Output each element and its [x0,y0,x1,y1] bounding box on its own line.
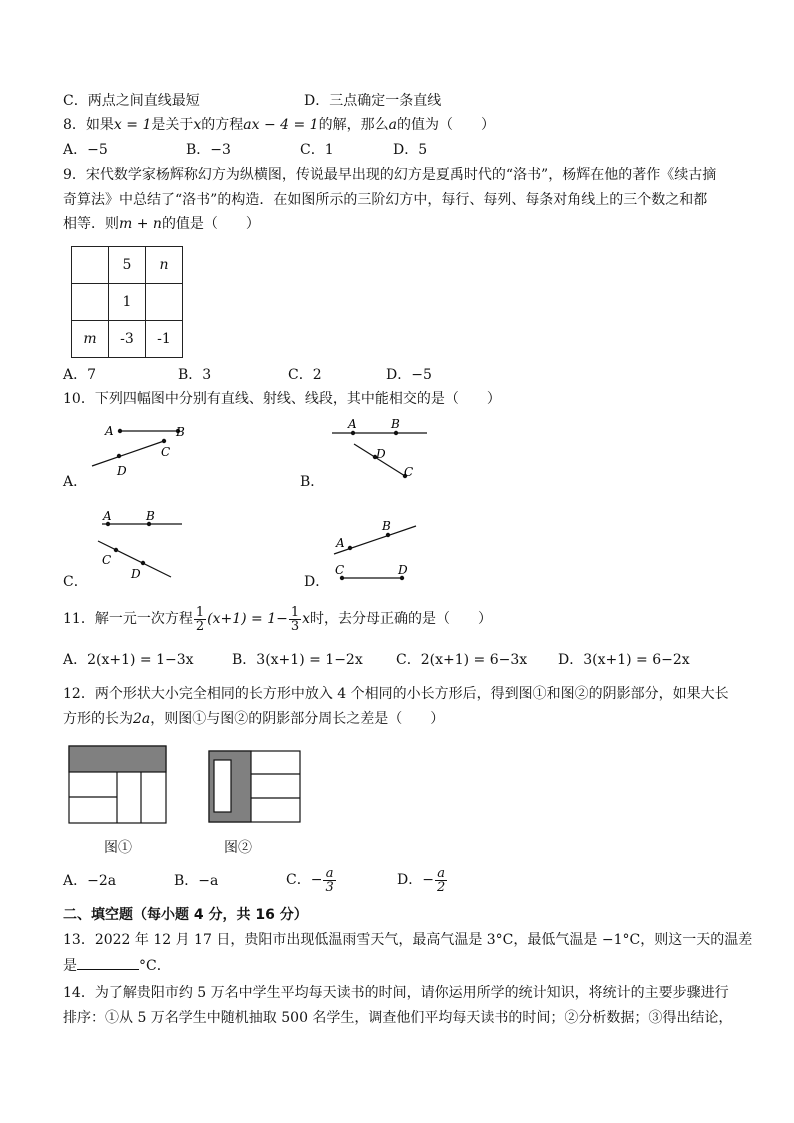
inner-rectangle [214,760,231,812]
q12-option-c-prefix: C．− [286,872,323,888]
q9-option-b: B．3 [178,367,212,383]
line-ab [334,526,416,554]
q10-figure-a [88,418,200,480]
q7-option-d: D．三点确定一条直线 [304,93,442,109]
shaded-region [69,746,166,772]
point-a [348,546,352,550]
q11-option-a: A．2(x+1) = 1−3x [63,652,194,668]
q10-label-b: B． [300,474,325,490]
fraction-a-over-2 [435,867,447,894]
q8-mid3: 的解，那么 [318,117,389,133]
label-b: B [146,509,155,523]
q12-option-d [397,863,448,897]
q8-a: a [388,117,397,133]
q8-var: x [193,117,202,133]
point-c [114,548,118,552]
q12-line2-post: ，则图①与图②的阴影部分周长之差是（ ） [150,711,445,727]
frac-num: 1 [195,604,205,620]
section-fill-in-title: 二、填空题（每小题 4 分，共 16 分） [63,907,308,923]
q10-label-c: C． [63,574,88,590]
q12-figure-2-label: 图② [224,840,252,856]
q12-option-d-prefix: D．− [397,872,434,888]
q12-expression: 2a [133,711,151,727]
q9-line3-post: 的值是（ ） [161,216,260,232]
point-d [141,561,145,565]
label-c: C [335,563,345,577]
point-d [117,454,121,458]
q12-figure-1 [68,745,168,825]
label-a: A [336,536,345,550]
label-a: A [103,509,112,523]
q12-line2-pre: 方形的长为 [63,711,133,727]
q8-mid2: 的方程 [201,117,244,133]
q11-tail: 时，去分母正确的是（ ） [310,611,493,627]
magic-cell: n [146,247,183,284]
q8-option-c: C．1 [300,142,334,158]
frac-num: 1 [290,604,300,620]
fraction-one-half [194,606,206,633]
frac-den: 2 [436,879,446,895]
q8-option-d: D．5 [393,142,428,158]
q10-stem: 10．下列四幅图中分别有直线、射线、线段，其中能相交的是（ ） [63,391,501,407]
label-b: B [391,417,400,431]
q11-option-c: C．2(x+1) = 6−3x [396,652,528,668]
q8-mid: 是关于 [151,117,194,133]
q12-line-1: 12．两个形状大小完全相同的长方形中放入 4 个相同的小长方形后，得到图①和图②的阴影部分，如果大长 [63,686,729,702]
label-a: A [348,417,357,431]
q10-figure-b [325,416,435,484]
magic-cell: 5 [109,247,146,284]
q11-expr2: x [302,611,311,627]
point-a [118,429,122,433]
q8-equation: ax − 4 = 1 [243,117,319,133]
fraction-a-over-3 [323,867,335,894]
label-d: D [376,447,386,461]
point-b [394,431,398,435]
label-a: A [105,424,114,438]
label-c: C [102,553,112,567]
q9-line3-pre: 相等．则 [63,216,119,232]
q10-label-d: D． [304,574,330,590]
label-c: C [161,445,171,459]
magic-cell: 1 [109,284,146,321]
q12-option-c [286,863,337,897]
point-a [351,431,355,435]
q13-line2-pre: 是 [63,958,77,974]
q8-tail: 的值为（ ） [396,117,495,133]
label-d: D [117,464,127,478]
q11-option-b: B．3(x+1) = 1−2x [232,652,363,668]
label-c: C [404,465,414,479]
point-b [386,533,390,537]
point-c [162,439,166,443]
q13-line2-post: °C． [139,958,171,974]
q12-line-2 [63,709,444,729]
magic-cell [72,284,109,321]
frac-den: 3 [325,879,334,895]
magic-cell [146,284,183,321]
q9-option-a: A．7 [63,367,97,383]
label-b: B [382,519,391,533]
magic-square-grid [71,246,183,358]
q8-lead: 8．如果 [63,117,114,133]
q12-figure-1-label: 图① [104,840,132,856]
q11-option-d: D．3(x+1) = 6−2x [558,652,690,668]
q14-line-1: 14．为了解贵阳市约 5 万名中学生平均每天读书的时间，请你运用所学的统计知识，将统计的主要步骤进行 [63,985,729,1001]
q10-label-a: A． [63,474,88,490]
q11-lead: 11．解一元一次方程 [63,611,193,627]
magic-cell: -1 [146,321,183,358]
frac-den: 2 [195,618,205,634]
q10-figure-d [330,518,420,584]
ray-dc [92,441,164,466]
q12-figure-2 [208,750,302,824]
frac-num: a [435,867,447,881]
q9-option-c: C．2 [288,367,322,383]
q10-figure-c [88,506,188,584]
magic-cell: -3 [109,321,146,358]
fraction-one-third [289,606,301,633]
q11-expr1: (x+1) = 1− [207,611,288,627]
q9-option-d: D．−5 [386,367,432,383]
q9-line-2: 奇算法》中总结了“洛书”的构造．在如图所示的三阶幻方中，每行、每列、每条对角线上的三个数之和都 [63,192,708,208]
q8-option-b: B．−3 [186,142,231,158]
q9-line-1: 9．宋代数学家杨辉称幻方为纵横图，传说最早出现的幻方是夏禹时代的“洛书”，杨辉在他的著作《续古摘 [63,167,717,183]
q12-option-a: A．−2a [63,873,117,889]
magic-cell [72,247,109,284]
q9-line-3 [63,214,260,234]
frac-num: a [323,867,335,881]
label-d: D [398,563,408,577]
q12-option-b: B．−a [174,873,219,889]
q13-line-1: 13．2022 年 12 月 17 日，贵阳市出现低温雨雪天气，最高气温是 3°C，最低气温是 −1°C，则这一天的温差 [63,932,753,948]
q13-line-2 [63,955,171,976]
q8-stem [63,115,495,135]
answer-blank[interactable] [77,955,139,970]
q14-line-2: 排序：①从 5 万名学生中随机抽取 500 名学生，调查他们平均每天读书的时间；②分析数据；③得出结论， [63,1010,733,1026]
q8-cond: x = 1 [113,117,152,133]
label-b: B [176,425,185,439]
q9-expression: m + n [119,216,162,232]
magic-cell: m [72,321,109,358]
frac-den: 3 [290,618,300,634]
q8-option-a: A．−5 [63,142,108,158]
label-d: D [131,567,141,581]
q7-option-c: C．两点之间直线最短 [63,93,200,109]
q11-stem [63,603,492,635]
